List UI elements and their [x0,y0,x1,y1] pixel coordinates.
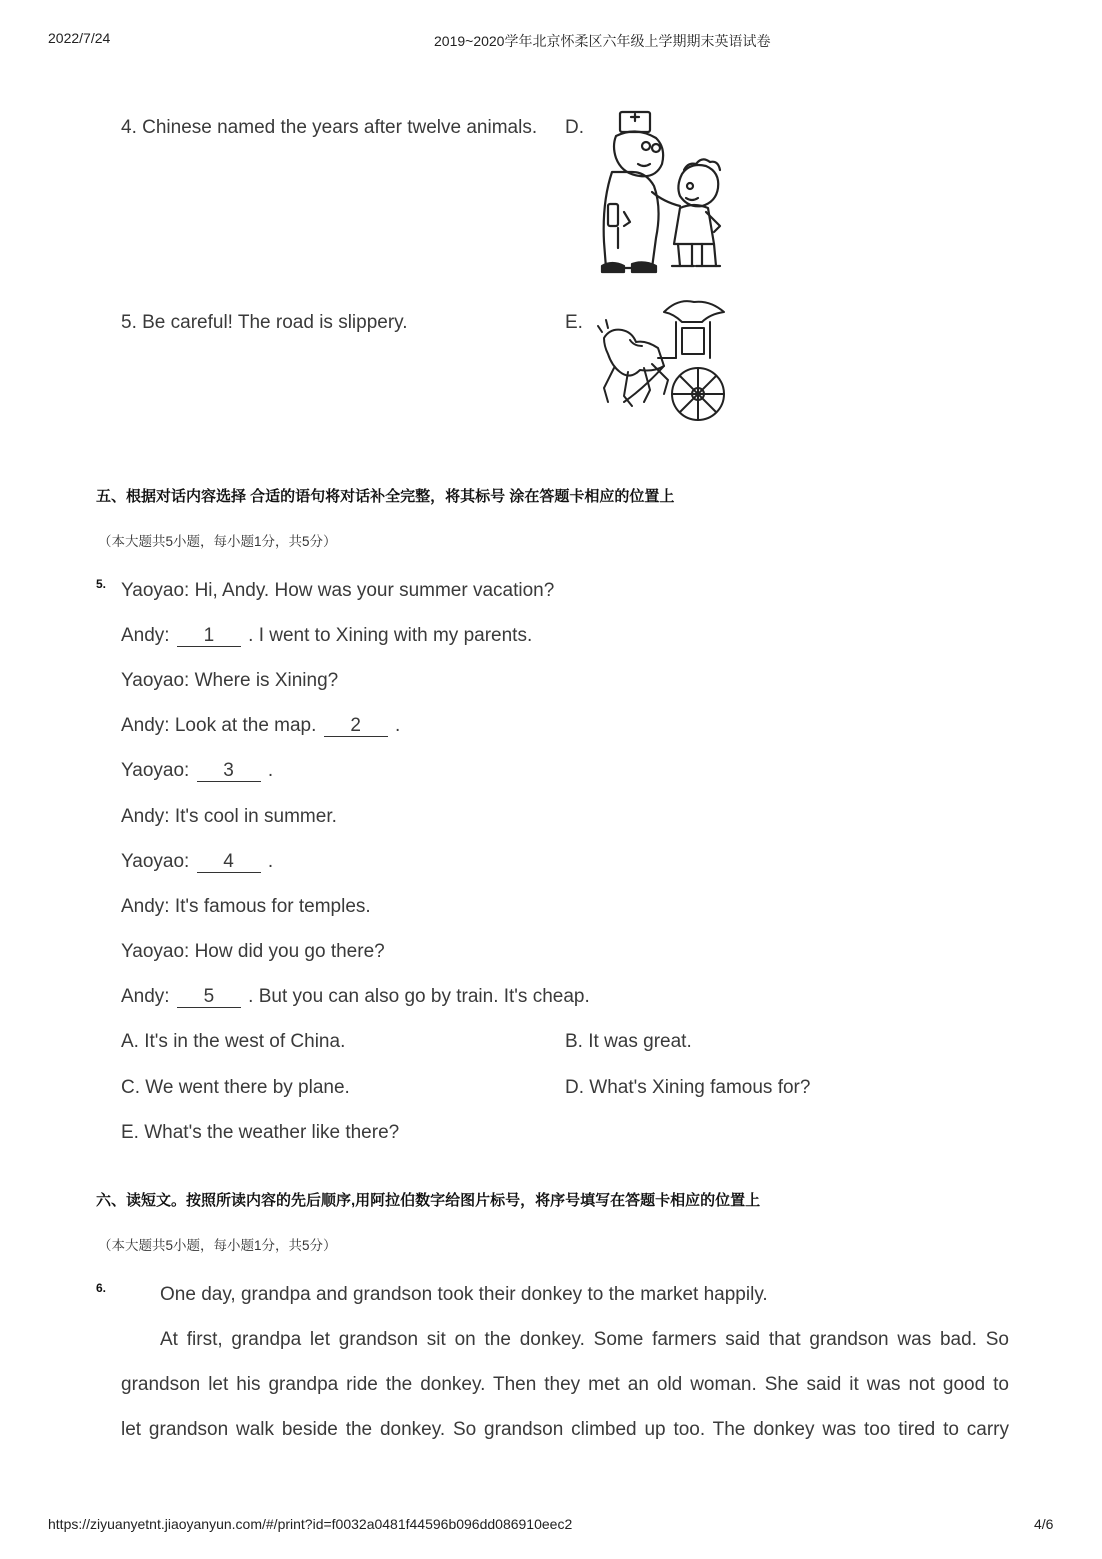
answer-blank-1: 1 [177,627,241,647]
horse-carriage-icon [594,298,728,436]
question-number-5: 5. [96,577,107,591]
answer-blank-3: 3 [197,762,261,782]
dialogue-line [121,715,400,737]
footer-url[interactable]: https://ziyuanyetnt.jiaoyanyun.com/#/print?id=f0032a0481f44596b096dd086910eec2 [48,1516,573,1532]
matching-item-5-letter: E. [565,312,583,333]
dialogue-line [121,896,371,918]
dialogue-text: . [267,760,274,781]
dialogue-line [121,986,590,1008]
answer-blank-4: 4 [197,853,261,873]
dialogue-text: Andy: Look at the map. [121,715,317,736]
document-title: 2019~2020学年北京怀柔区六年级上学期期末英语试卷 [434,33,771,49]
answer-blank-5: 5 [177,988,241,1008]
dialogue-text: Yaoyao: Hi, Andy. How was your summer vacation? [121,580,555,601]
story-paragraph-line-3: let grandson walk beside the donkey. So grandson climbed up too. The donkey was too tired to carry [121,1419,1009,1440]
dialogue-text: Yaoyao: [121,851,190,872]
dialogue-text: . I went to Xining with my parents. [248,625,533,646]
print-date: 2022/7/24 [48,30,111,46]
dialogue-text: . But you can also go by train. It's cheap. [248,986,590,1007]
section-5-title: 五、根据对话内容选择 合适的语句将对话补全完整，将其标号 涂在答题卡相应的位置上 [96,488,675,505]
option-c: C. We went there by plane. [121,1077,350,1098]
dialogue-line [121,670,338,692]
page-number: 4/6 [1034,1516,1054,1532]
dialogue-text: . [394,715,401,736]
dialogue-text: Yaoyao: [121,760,190,781]
matching-item-5-text: 5. Be careful! The road is slippery. [121,312,408,333]
doctor-examining-child-icon [598,108,728,278]
option-b: B. It was great. [565,1031,692,1052]
dialogue-line [121,580,554,602]
dialogue-line [121,625,532,647]
question-number-6: 6. [96,1281,107,1295]
dialogue-text: Andy: It's cool in summer. [121,806,337,827]
dialogue-text: Yaoyao: Where is Xining? [121,670,339,691]
section-5-note: （本大题共5小题，每小题1分，共5分） [98,534,337,549]
dialogue-line [121,806,337,828]
dialogue-line [121,760,273,782]
section-6-note: （本大题共5小题，每小题1分，共5分） [98,1238,337,1253]
dialogue-line [121,941,385,963]
dialogue-text: Andy: It's famous for temples. [121,896,371,917]
option-e: E. What's the weather like there? [121,1122,400,1143]
option-a: A. It's in the west of China. [121,1031,346,1052]
dialogue-text: . [267,851,274,872]
option-d: D. What's Xining famous for? [565,1077,811,1098]
dialogue-line [121,851,273,873]
matching-item-4-text: 4. Chinese named the years after twelve animals. [121,117,538,138]
story-line-1: One day, grandpa and grandson took their donkey to the market happily. [160,1284,768,1305]
dialogue-text: Andy: [121,625,170,646]
story-paragraph-line-2: grandson let his grandpa ride the donkey. Then they met an old woman. She said it was not good to [121,1374,1009,1395]
dialogue-text: Yaoyao: How did you go there? [121,941,385,962]
section-6-title: 六、读短文。按照所读内容的先后顺序,用阿拉伯数字给图片标号，将序号填写在答题卡相应的位置上 [96,1192,761,1209]
story-paragraph-line-1: At first, grandpa let grandson sit on the donkey. Some farmers said that grandson was bad. So [160,1329,1009,1350]
matching-item-4-letter: D. [565,117,584,138]
answer-blank-2: 2 [324,717,388,737]
dialogue-text: Andy: [121,986,170,1007]
